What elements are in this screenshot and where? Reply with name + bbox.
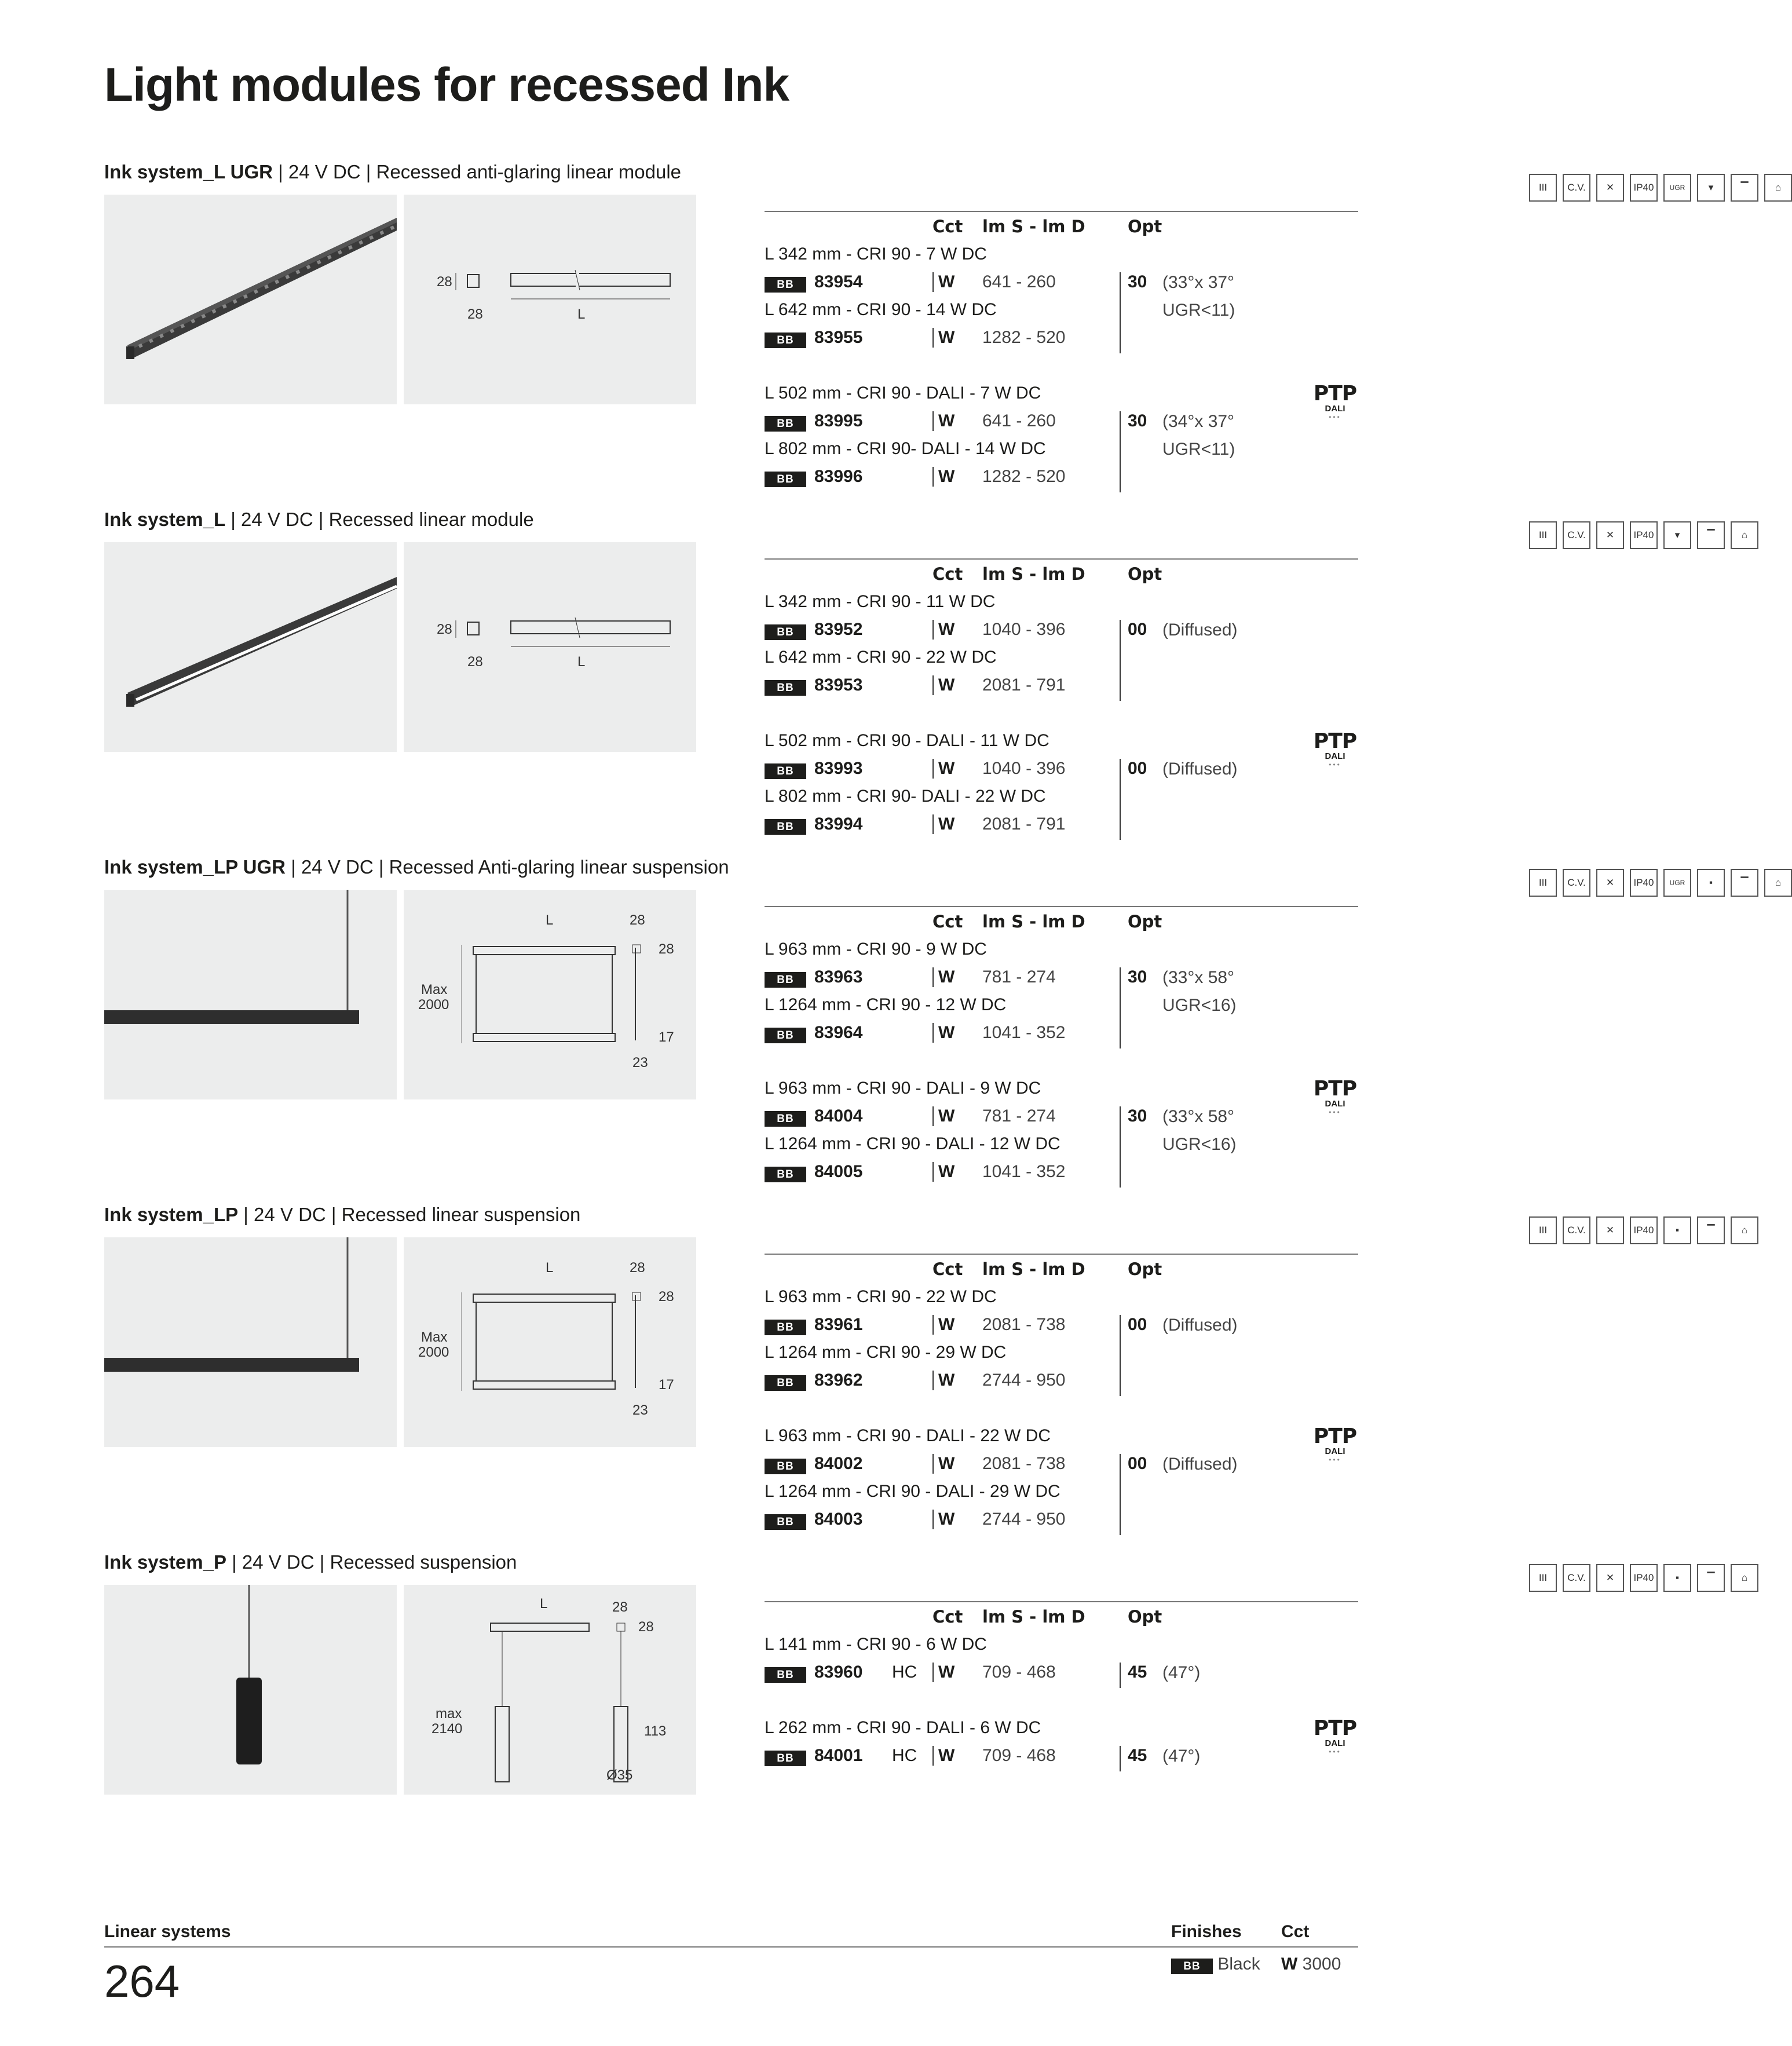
dim-label: 23 [632,1055,648,1071]
no-cover-icon: ✕ [1596,174,1624,202]
ceiling-icon: ▔ [1731,174,1758,202]
certification-icons [1529,1216,1758,1244]
divider [765,906,1358,907]
technical-drawing [404,542,696,752]
dim-label: max [436,1706,462,1722]
optic-desc: (34°x 37° [1162,412,1235,431]
finish-entry: BB Black [1171,1954,1260,1974]
ip-rating-icon: IP40 [1630,174,1658,202]
no-cover-icon: ✕ [1596,1564,1624,1592]
house-icon: ⌂ [1764,174,1792,202]
house-icon: ⌂ [1731,1564,1758,1592]
ugr-icon: UGR [1663,869,1691,897]
finishes-heading: Finishes [1171,1922,1242,1941]
section-heading: Ink system_L | 24 V DC | Recessed linear module [104,509,534,530]
class-iii-icon: III [1529,174,1557,202]
optic-desc: UGR<11) [1162,301,1235,320]
dim-label: L [546,912,554,928]
class-iii-icon: III [1529,1564,1557,1592]
dim-label: 28 [659,1289,674,1305]
dim-label: 23 [632,1402,648,1418]
certification-icons [1529,869,1792,897]
no-cover-icon: ✕ [1596,1216,1624,1244]
dim-label: 28 [437,274,452,290]
ceiling-icon: ▔ [1697,521,1725,549]
dim-label: 28 [630,912,645,928]
technical-drawing [404,1237,696,1447]
cct-entry: W 3000 [1281,1954,1341,1974]
house-icon: ⌂ [1764,869,1792,897]
footer-divider [104,1946,1358,1948]
dim-label: 28 [638,1619,654,1635]
optic-desc: UGR<11) [1162,440,1235,459]
optic-desc: (33°x 37° [1162,273,1235,292]
ptp-dali-logo: PTP DALI ••• [1313,1716,1357,1756]
dim-label: 28 [630,1260,645,1276]
ceiling-icon: ▔ [1697,1216,1725,1244]
lamp-icon: ▪ [1697,869,1725,897]
ip-rating-icon: IP40 [1630,1564,1658,1592]
product-section: Ink system_L | 24 V DC | Recessed linear module 28 28 L III C.V. ✕ IP40 ▾ ▔ ⌂ Cct lm S - lm D Opt L 342 mm - CRI 90 - 11 W DC BB 83952 W 1040 - 396 L 642 mm - CRI 90 - 22 W DC BB 83953 W 2081 - 791 00 (Diffused) PTP DALI ••• L 502 mm - CRI 90 - DALI - 11 W DC BB 83993 W 1040 - 396 L 802 mm - CRI 90- DALI - 22 W DC BB 83994 W 2081 - 791 00 (Diffused) [0,509,1446,856]
col-opt: Opt [1128,217,1162,236]
section-heading: Ink system_LP UGR | 24 V DC | Recessed Anti-glaring linear suspension [104,856,729,878]
product-photo [104,1237,397,1447]
dim-label: L [577,654,586,670]
product-section: Ink system_P | 24 V DC | Recessed suspension L 28 28 max 2140 113 Ø35 III C.V. ✕ IP40 ▪ ▔ ⌂ Cct lm S - lm D Opt L 141 mm - CRI 90 - 6 W DC BB 83960 HC W 709 - 468 45 (47°) PTP DALI ••• L 262 mm - CRI 90 - DALI - 6 W DC BB 84001 HC W 709 - 468 45 (47°) [0,1551,1446,1899]
house-icon: ⌂ [1731,521,1758,549]
section-heading: Ink system_P | 24 V DC | Recessed suspension [104,1551,517,1573]
ptp-dali-logo: PTP DALI ••• [1313,382,1357,421]
dim-label: Max [421,982,448,998]
divider [765,558,1358,560]
dim-label: L [577,306,586,322]
dim-label: 17 [659,1377,674,1393]
ip-rating-icon: IP40 [1630,1216,1658,1244]
ptp-dali-logo: PTP DALI ••• [1313,1077,1357,1116]
ptp-dali-logo: PTP DALI ••• [1313,1424,1357,1464]
no-cover-icon: ✕ [1596,869,1624,897]
ugr-icon: UGR [1663,174,1691,202]
optic-value: 30 [1128,272,1147,291]
dim-label: 113 [644,1723,667,1739]
lamp-icon: ▪ [1663,1216,1691,1244]
technical-drawing [404,195,696,404]
constant-voltage-icon: C.V. [1563,1564,1590,1592]
optic-value: 30 [1128,411,1147,430]
product-photo [104,195,397,404]
lamp-icon: ▾ [1663,521,1691,549]
dim-label: 2140 [431,1721,463,1737]
dim-label: 28 [467,654,483,670]
page-title: Light modules for recessed Ink [104,59,789,111]
dim-label: 28 [437,622,452,637]
divider [765,1601,1358,1602]
lamp-icon: ▪ [1663,1564,1691,1592]
divider [765,1254,1358,1255]
cct-heading: Cct [1281,1922,1310,1941]
technical-drawing [404,1585,696,1795]
class-iii-icon: III [1529,869,1557,897]
house-icon: ⌂ [1731,1216,1758,1244]
constant-voltage-icon: C.V. [1563,521,1590,549]
product-photo [104,1585,397,1795]
section-heading: Ink system_LP | 24 V DC | Recessed linear suspension [104,1204,581,1225]
lamp-icon: ▾ [1697,174,1725,202]
dim-label: 2000 [418,997,449,1013]
ceiling-icon: ▔ [1697,1564,1725,1592]
ptp-dali-logo: PTP DALI ••• [1313,729,1357,769]
constant-voltage-icon: C.V. [1563,869,1590,897]
footer-category: Linear systems [104,1922,231,1941]
constant-voltage-icon: C.V. [1563,1216,1590,1244]
dim-label: L [546,1260,554,1276]
certification-icons [1529,521,1758,549]
constant-voltage-icon: C.V. [1563,174,1590,202]
product-section: Ink system_LP UGR | 24 V DC | Recessed Anti-glaring linear suspension L 28 28 Max 2000 17 23 III C.V. ✕ IP40 UGR ▪ ▔ ⌂ Cct lm S - lm D Opt L 963 mm - CRI 90 - 9 W DC BB 83963 W 781 - 274 L 1264 mm - CRI 90 - 12 W DC BB 83964 W 1041 - 352 30 (33°x 58° UGR<16) PTP DALI ••• L 963 mm - CRI 90 - DALI - 9 W DC BB 84004 W 781 - 274 L 1264 mm - CRI 90 - DALI - 12 W DC BB 84005 W 1041 - 352 30 (33°x 58° UGR<16) [0,856,1446,1204]
product-section: Ink system_LP | 24 V DC | Recessed linear suspension L 28 28 Max 2000 17 23 III C.V. ✕ IP40 ▪ ▔ ⌂ Cct lm S - lm D Opt L 963 mm - CRI 90 - 22 W DC BB 83961 W 2081 - 738 L 1264 mm - CRI 90 - 29 W DC BB 83962 W 2744 - 950 00 (Diffused) PTP DALI ••• L 963 mm - CRI 90 - DALI - 22 W DC BB 84002 W 2081 - 738 L 1264 mm - CRI 90 - DALI - 29 W DC BB 84003 W 2744 - 950 00 (Diffused) [0,1204,1446,1551]
dim-label: Max [421,1329,448,1345]
dim-label: 28 [467,306,483,322]
no-cover-icon: ✕ [1596,521,1624,549]
product-section: Ink system_L UGR | 24 V DC | Recessed anti-glaring linear module 28 28 L III C.V. ✕ IP40 UGR ▾ ▔ ⌂ Cct lm S - lm D Opt L 342 mm - CRI 90 - 7 W DC BB 83954 W 641 - 260 L 642 mm - CRI 90 - 14 W DC BB 83955 W 1282 - 520 30 (33°x 37° UGR<11) PTP DALI ••• L 502 mm - CRI 90 - DALI - 7 W DC BB 83995 W 641 - 260 L 802 mm - CRI 90- DALI - 14 W DC BB 83996 W 1282 - 520 30 (34°x 37° UGR<11) [0,161,1446,509]
page-number: 264 [104,1956,180,2007]
ip-rating-icon: IP40 [1630,521,1658,549]
product-photo [104,542,397,752]
dim-label: Ø35 [606,1767,633,1783]
certification-icons [1529,1564,1758,1592]
divider [765,211,1358,212]
product-photo [104,890,397,1099]
dim-label: L [540,1596,548,1612]
ceiling-icon: ▔ [1731,869,1758,897]
class-iii-icon: III [1529,1216,1557,1244]
ip-rating-icon: IP40 [1630,869,1658,897]
certification-icons [1529,174,1792,202]
dim-label: 2000 [418,1344,449,1360]
dim-label: 28 [659,941,674,957]
dim-label: 28 [612,1599,628,1615]
col-cct: Cct [932,217,963,236]
class-iii-icon: III [1529,521,1557,549]
technical-drawing [404,890,696,1099]
dim-label: 17 [659,1029,674,1045]
section-heading: Ink system_L UGR | 24 V DC | Recessed anti-glaring linear module [104,161,682,182]
col-lm: lm S - lm D [982,217,1085,236]
